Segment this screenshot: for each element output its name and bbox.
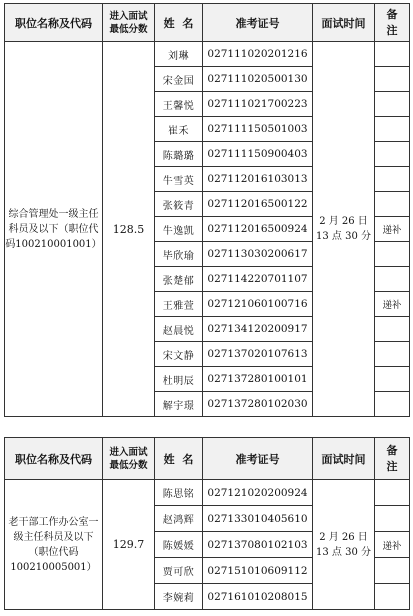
candidate-name: 贾可欣 bbox=[155, 558, 203, 584]
remark-cell bbox=[375, 584, 410, 610]
header-exam-id: 准考证号 bbox=[203, 4, 313, 42]
candidate-exam-id: 027137280100101 bbox=[203, 367, 313, 392]
header-interview-time: 面试时间 bbox=[313, 438, 375, 480]
position-cell: 综合管理处一级主任科员及以下（职位代码100210001001） bbox=[5, 42, 103, 417]
header-remark: 备 注 bbox=[375, 438, 410, 480]
position-cell: 老干部工作办公室一级主任科员及以下（职位代码100210005001） bbox=[5, 480, 103, 610]
remark-cell bbox=[375, 480, 410, 506]
header-min-score: 进入面试 最低分数 bbox=[103, 4, 155, 42]
candidate-name: 李婉莉 bbox=[155, 584, 203, 610]
candidate-name: 解宇璟 bbox=[155, 392, 203, 417]
remark-cell bbox=[375, 167, 410, 192]
candidate-exam-id: 027111021700223 bbox=[203, 92, 313, 117]
candidate-name: 王雅萱 bbox=[155, 292, 203, 317]
remark-cell bbox=[375, 367, 410, 392]
header-row bbox=[5, 438, 410, 480]
candidate-name: 牛雪英 bbox=[155, 167, 203, 192]
remark-cell bbox=[375, 392, 410, 417]
candidate-exam-id: 027111150900403 bbox=[203, 142, 313, 167]
candidate-exam-id: 027137020107613 bbox=[203, 342, 313, 367]
interview-table-1 bbox=[4, 3, 410, 417]
remark-cell bbox=[375, 142, 410, 167]
candidate-exam-id: 027112016500924 bbox=[203, 217, 313, 242]
table-row bbox=[5, 42, 410, 67]
candidate-name: 张筱青 bbox=[155, 192, 203, 217]
interview-time-cell: 2 月 26 日 13 点 30 分 bbox=[313, 480, 375, 610]
candidate-exam-id: 027111150501003 bbox=[203, 117, 313, 142]
candidate-name: 杜明辰 bbox=[155, 367, 203, 392]
remark-cell bbox=[375, 42, 410, 67]
header-exam-id: 准考证号 bbox=[203, 438, 313, 480]
candidate-exam-id: 027111020201216 bbox=[203, 42, 313, 67]
interview-table-2 bbox=[4, 437, 410, 610]
candidate-exam-id: 027114220701107 bbox=[203, 267, 313, 292]
candidate-exam-id: 027161010208015 bbox=[203, 584, 313, 610]
header-position: 职位名称及代码 bbox=[5, 4, 103, 42]
candidate-name: 赵晨悦 bbox=[155, 317, 203, 342]
header-interview-time: 面试时间 bbox=[313, 4, 375, 42]
remark-cell bbox=[375, 192, 410, 217]
header-remark: 备 注 bbox=[375, 4, 410, 42]
candidate-exam-id: 027112016103013 bbox=[203, 167, 313, 192]
candidate-exam-id: 027121060100716 bbox=[203, 292, 313, 317]
remark-cell bbox=[375, 92, 410, 117]
header-row bbox=[5, 4, 410, 42]
header-name: 姓 名 bbox=[155, 4, 203, 42]
candidate-exam-id: 027133010405610 bbox=[203, 506, 313, 532]
remark-cell bbox=[375, 506, 410, 532]
candidate-name: 陈璐璐 bbox=[155, 142, 203, 167]
remark-cell bbox=[375, 317, 410, 342]
remark-cell: 递补 bbox=[375, 292, 410, 317]
candidate-name: 宋文静 bbox=[155, 342, 203, 367]
candidate-name: 陈思铭 bbox=[155, 480, 203, 506]
remark-cell bbox=[375, 242, 410, 267]
candidate-name: 毕欣瑜 bbox=[155, 242, 203, 267]
remark-cell: 递补 bbox=[375, 217, 410, 242]
candidate-name: 宋金国 bbox=[155, 67, 203, 92]
candidate-exam-id: 027121020200924 bbox=[203, 480, 313, 506]
candidate-name: 王馨悦 bbox=[155, 92, 203, 117]
remark-cell bbox=[375, 342, 410, 367]
remark-cell bbox=[375, 558, 410, 584]
interview-time-cell: 2 月 26 日 13 点 30 分 bbox=[313, 42, 375, 417]
min-score-cell: 128.5 bbox=[103, 42, 155, 417]
candidate-exam-id: 027151010609112 bbox=[203, 558, 313, 584]
header-name: 姓 名 bbox=[155, 438, 203, 480]
candidate-exam-id: 027113030200617 bbox=[203, 242, 313, 267]
remark-cell bbox=[375, 67, 410, 92]
candidate-name: 牛逸凯 bbox=[155, 217, 203, 242]
remark-cell: 递补 bbox=[375, 532, 410, 558]
table-row bbox=[5, 480, 410, 506]
candidate-name: 刘琳 bbox=[155, 42, 203, 67]
candidate-exam-id: 027111020500130 bbox=[203, 67, 313, 92]
candidate-name: 崔禾 bbox=[155, 117, 203, 142]
candidate-exam-id: 027137280102030 bbox=[203, 392, 313, 417]
header-position: 职位名称及代码 bbox=[5, 438, 103, 480]
remark-cell bbox=[375, 117, 410, 142]
remark-cell bbox=[375, 267, 410, 292]
candidate-exam-id: 027137080102103 bbox=[203, 532, 313, 558]
candidate-exam-id: 027112016500122 bbox=[203, 192, 313, 217]
candidate-name: 赵鸿辉 bbox=[155, 506, 203, 532]
candidate-name: 张楚郁 bbox=[155, 267, 203, 292]
min-score-cell: 129.7 bbox=[103, 480, 155, 610]
header-min-score: 进入面试 最低分数 bbox=[103, 438, 155, 480]
candidate-name: 陈媛媛 bbox=[155, 532, 203, 558]
candidate-exam-id: 027134120200917 bbox=[203, 317, 313, 342]
